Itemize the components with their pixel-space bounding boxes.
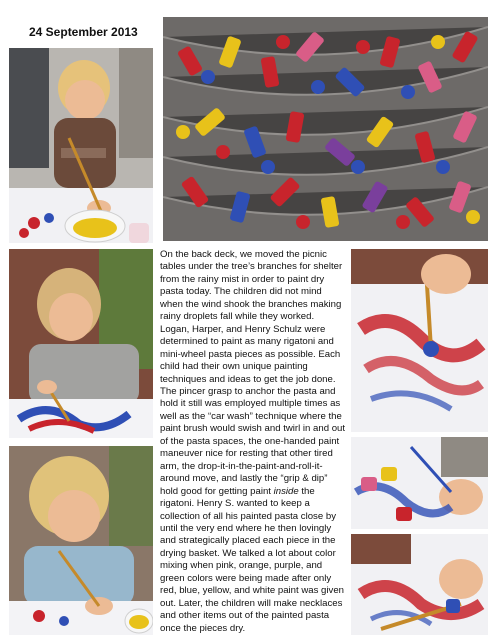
photo-blonde-boy-painting <box>9 446 153 635</box>
story-part-1: On the back deck, we moved the picnic tables under the tree’s branches for shelter from the rainy mist in order to paint dry pasta today. The children did not mind when the wind shook the branches making rainy droplets fall while they worked. Logan, Harper, and Henry Schulz were determined to paint as many rigatoni and mini-wheel pasta pieces as possible. Each child had their own unique painting techniques and ideas to get the job done. The pincer grasp to anchor the pasta and hold it still was employed multiple times as well as the “car wash” technique where the paint brush would swish and twirl in and out of the pasta spaces, the one-handed paint maneuver nice for resting that other tired arm, the drop-it-in-the-paint-and-roll-it-around move, and lastly the “grip & dip” hold good for getting paint <box>160 249 346 497</box>
page-date: 24 September 2013 <box>29 25 138 39</box>
photo-girl-painting <box>9 249 153 438</box>
story-text <box>160 249 346 635</box>
photo-paint-strokes <box>351 437 488 529</box>
photo-brush-red-paint <box>351 534 488 635</box>
story-part-2: the rigatoni. Henry S. wanted to keep a collection of all his painted pasta close by until the very end where he then lovingly and strategically placed each piece in the drying basket. We talked a lot about color mixing when pink, orange, purple, and green colors were being made after only red, blue, yellow, and white paint was given out. Later, the children will make necklaces and other items out of the painted pasta once the pieces dry. <box>160 485 344 634</box>
photo-hand-rolling-pasta <box>351 249 488 432</box>
photo-pasta-basket <box>163 17 488 241</box>
story-emphasis: inside <box>273 485 299 497</box>
photo-boy-painting <box>9 48 153 243</box>
